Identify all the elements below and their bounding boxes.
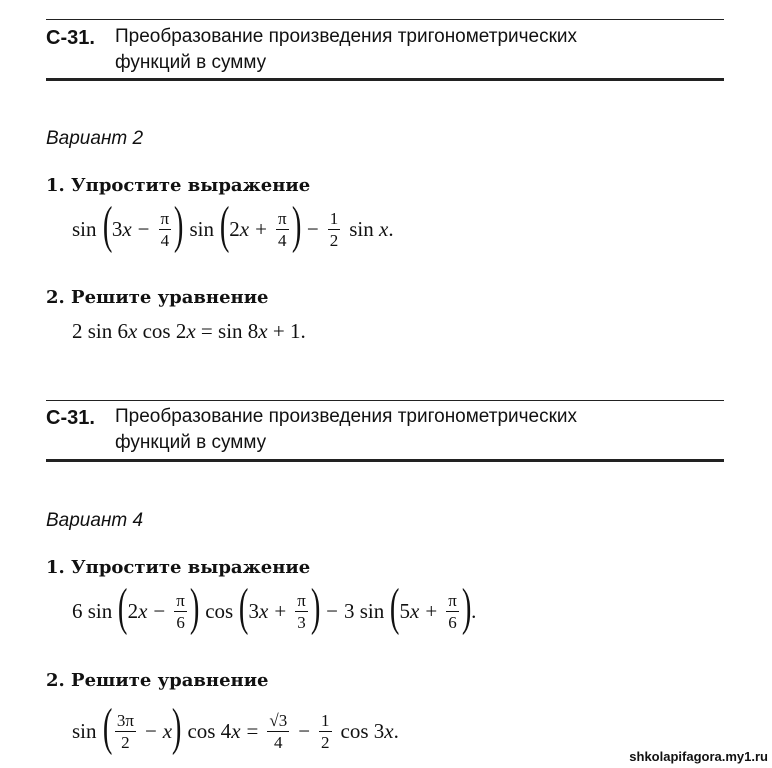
title-underline	[46, 459, 724, 462]
top-rule	[46, 19, 724, 20]
section-code: С-31.	[46, 407, 95, 429]
section-title-line1: Преобразование произведения тригонометрических	[115, 26, 578, 47]
task-2-label: 2. Решите уравнение	[46, 287, 269, 308]
formula-v2-task1: sin ( 3x − $\frac{\pi}{4}$ ) sin ( 2x + $\frac{\pi}{4}$ ) − $\frac{1}{2}$ sin x.	[72, 197, 394, 254]
task-2-label: 2. Решите уравнение	[46, 670, 269, 691]
top-rule	[46, 400, 724, 401]
formula-v4-task2: sin ( $\frac{3\pi}{2}$ − x ) cos 4x = $\frac{√3}{4}$ − $\frac{1}{2}$ cos 3x.	[72, 699, 399, 756]
section-title-line2: функций в сумму	[115, 432, 267, 453]
watermark: shkolapifagora.my1.ru	[629, 749, 768, 764]
variant-heading: Вариант 4	[46, 510, 144, 531]
section-title-line1: Преобразование произведения тригонометрических	[115, 406, 578, 427]
task-1-label: 1. Упростите выражение	[46, 175, 311, 196]
formula-v2-task2: 2 sin 6x cos 2x = sin 8x + 1.	[72, 318, 306, 343]
variant-heading: Вариант 2	[46, 128, 144, 149]
title-underline	[46, 78, 724, 81]
task-1-label: 1. Упростите выражение	[46, 557, 311, 578]
section-title-line2: функций в сумму	[115, 52, 267, 73]
section-code: С-31.	[46, 27, 95, 49]
formula-v4-task1: 6 sin ( 2x − $\frac{\pi}{6}$ ) cos ( 3x + $\frac{\pi}{3}$ ) − 3 sin ( 5x + $\frac{\pi}{6}$ ) .	[72, 579, 477, 636]
